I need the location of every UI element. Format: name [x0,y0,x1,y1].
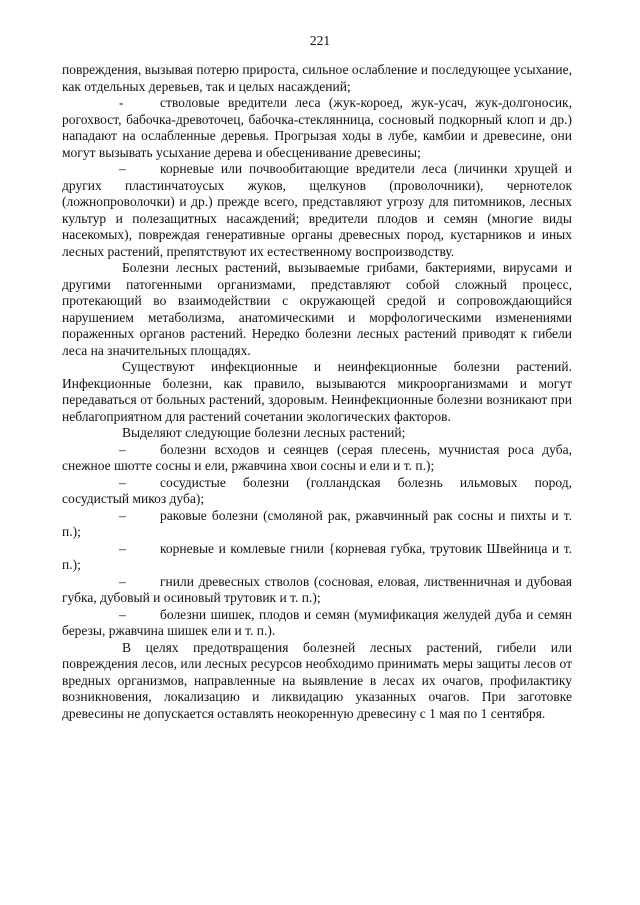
list-item-text: корневые или почвообитающие вредители леса (личинки хрущей и других пластинчатоусых жуков, щелкунов (проволочники), чернотелок (ложнопроволочки) и др.) прежде всего, представляют угрозу для питомников, лесных культур и полезащитных насаждений; вредители плодов и семян (многие виды насекомых), повреждая генеративные органы древесных пород, кустарников и иных лесных растений, препятствуют их естественному воспроизводству. [62,161,572,259]
paragraph-text: Существуют инфекционные и неинфекционные болезни растений. Инфекционные болезни, как правило, вызываются микроорганизмами и могут передаваться от больных растений, здоровым. Неинфекционные болезни возникают при неблагоприятном для растений сочетании экологических факторов. [62,359,572,424]
document-body [62,62,572,722]
list-item-text: болезни всходов и сеянцев (серая плесень, мучнистая роса дуба, снежное шютте сосны и ели, ржавчина хвои сосны и ели и т. п.); [62,441,572,473]
list-item-text: стволовые вредители леса (жук-короед, жук-усач, жук-долгоносик, рогохвост, бабочка-древоточец, бабочка-стеклянница, сосновый подкорный клоп и др.) нападают на ослабленные деревья. Прогрызая ходы в лубе, камбии и древесине, они могут вызывать усыхание дерева и обесценивание древесины; [62,95,572,160]
paragraph-text: В целях предотвращения болезней лесных растений, гибели или повреждения лесов, или лесных ресурсов необходимо принимать меры защиты лесов от вредных организмов, направленные на выявление в лесах их очагов, профилактику возникновения, локализацию и ликвидацию указанных очагов. При заготовке древесины не допускается оставлять неокоренную древесину с 1 мая по 1 сентября. [62,639,572,721]
list-item-stem-pests [62,95,572,161]
list-item-canker-diseases [62,508,572,541]
paragraph-text: Выделяют следующие болезни лесных растений; [122,425,406,440]
paragraph-text: Болезни лесных растений, вызываемые грибами, бактериями, вирусами и другими патогенными организмами, представляют собой сложный процесс, протекающий во взаимодействии с окружающей средой и сопровождающийся нарушением метаболизма, анатомическими и морфологическими изменениями пораженных органов растений. Нередко болезни лесных растений приводят к гибели леса на значительных площадях. [62,260,572,358]
paragraph-continuation [62,62,572,95]
paragraph-text: повреждения, вызывая потерю прироста, сильное ослабление и последующее усыхание, как отдельных деревьев, так и целых насаждений; [62,62,572,94]
list-item-stem-rot [62,574,572,607]
list-item-text: болезни шишек, плодов и семян (мумификация желудей дуба и семян березы, ржавчина шишек ели и т. п.). [62,606,572,638]
list-item-text: корневые и комлевые гнили {корневая губка, трутовик Швейница и т. п.); [62,540,572,572]
paragraph-list-intro [62,425,572,442]
paragraph-protection-measures [62,640,572,723]
list-dash: – [119,161,126,176]
page-number: 221 [309,33,331,48]
paragraph-infectious [62,359,572,425]
list-item-vascular-diseases [62,475,572,508]
list-item-root-rot [62,541,572,574]
list-dash: – [119,606,126,622]
list-dash: – [119,507,126,523]
list-dash: – [119,573,126,589]
list-dash: – [119,441,126,457]
list-item-text: сосудистые болезни (голландская болезнь ильмовых пород, сосудистый микоз дуба); [62,474,572,506]
list-item-text: раковые болезни (смоляной рак, ржавчинный рак сосны и пихты и т. п.); [62,507,572,539]
list-item-cone-diseases [62,607,572,640]
list-dash: – [119,540,126,556]
list-item-seedling-diseases [62,442,572,475]
list-item-root-pests [62,161,572,260]
list-dash: – [119,474,126,490]
list-item-text: гнили древесных стволов (сосновая, еловая, лиственничная и дубовая губка, дубовый и осиновый трутовик и т. п.); [62,573,572,605]
list-dash: - [119,95,124,110]
paragraph-diseases [62,260,572,359]
